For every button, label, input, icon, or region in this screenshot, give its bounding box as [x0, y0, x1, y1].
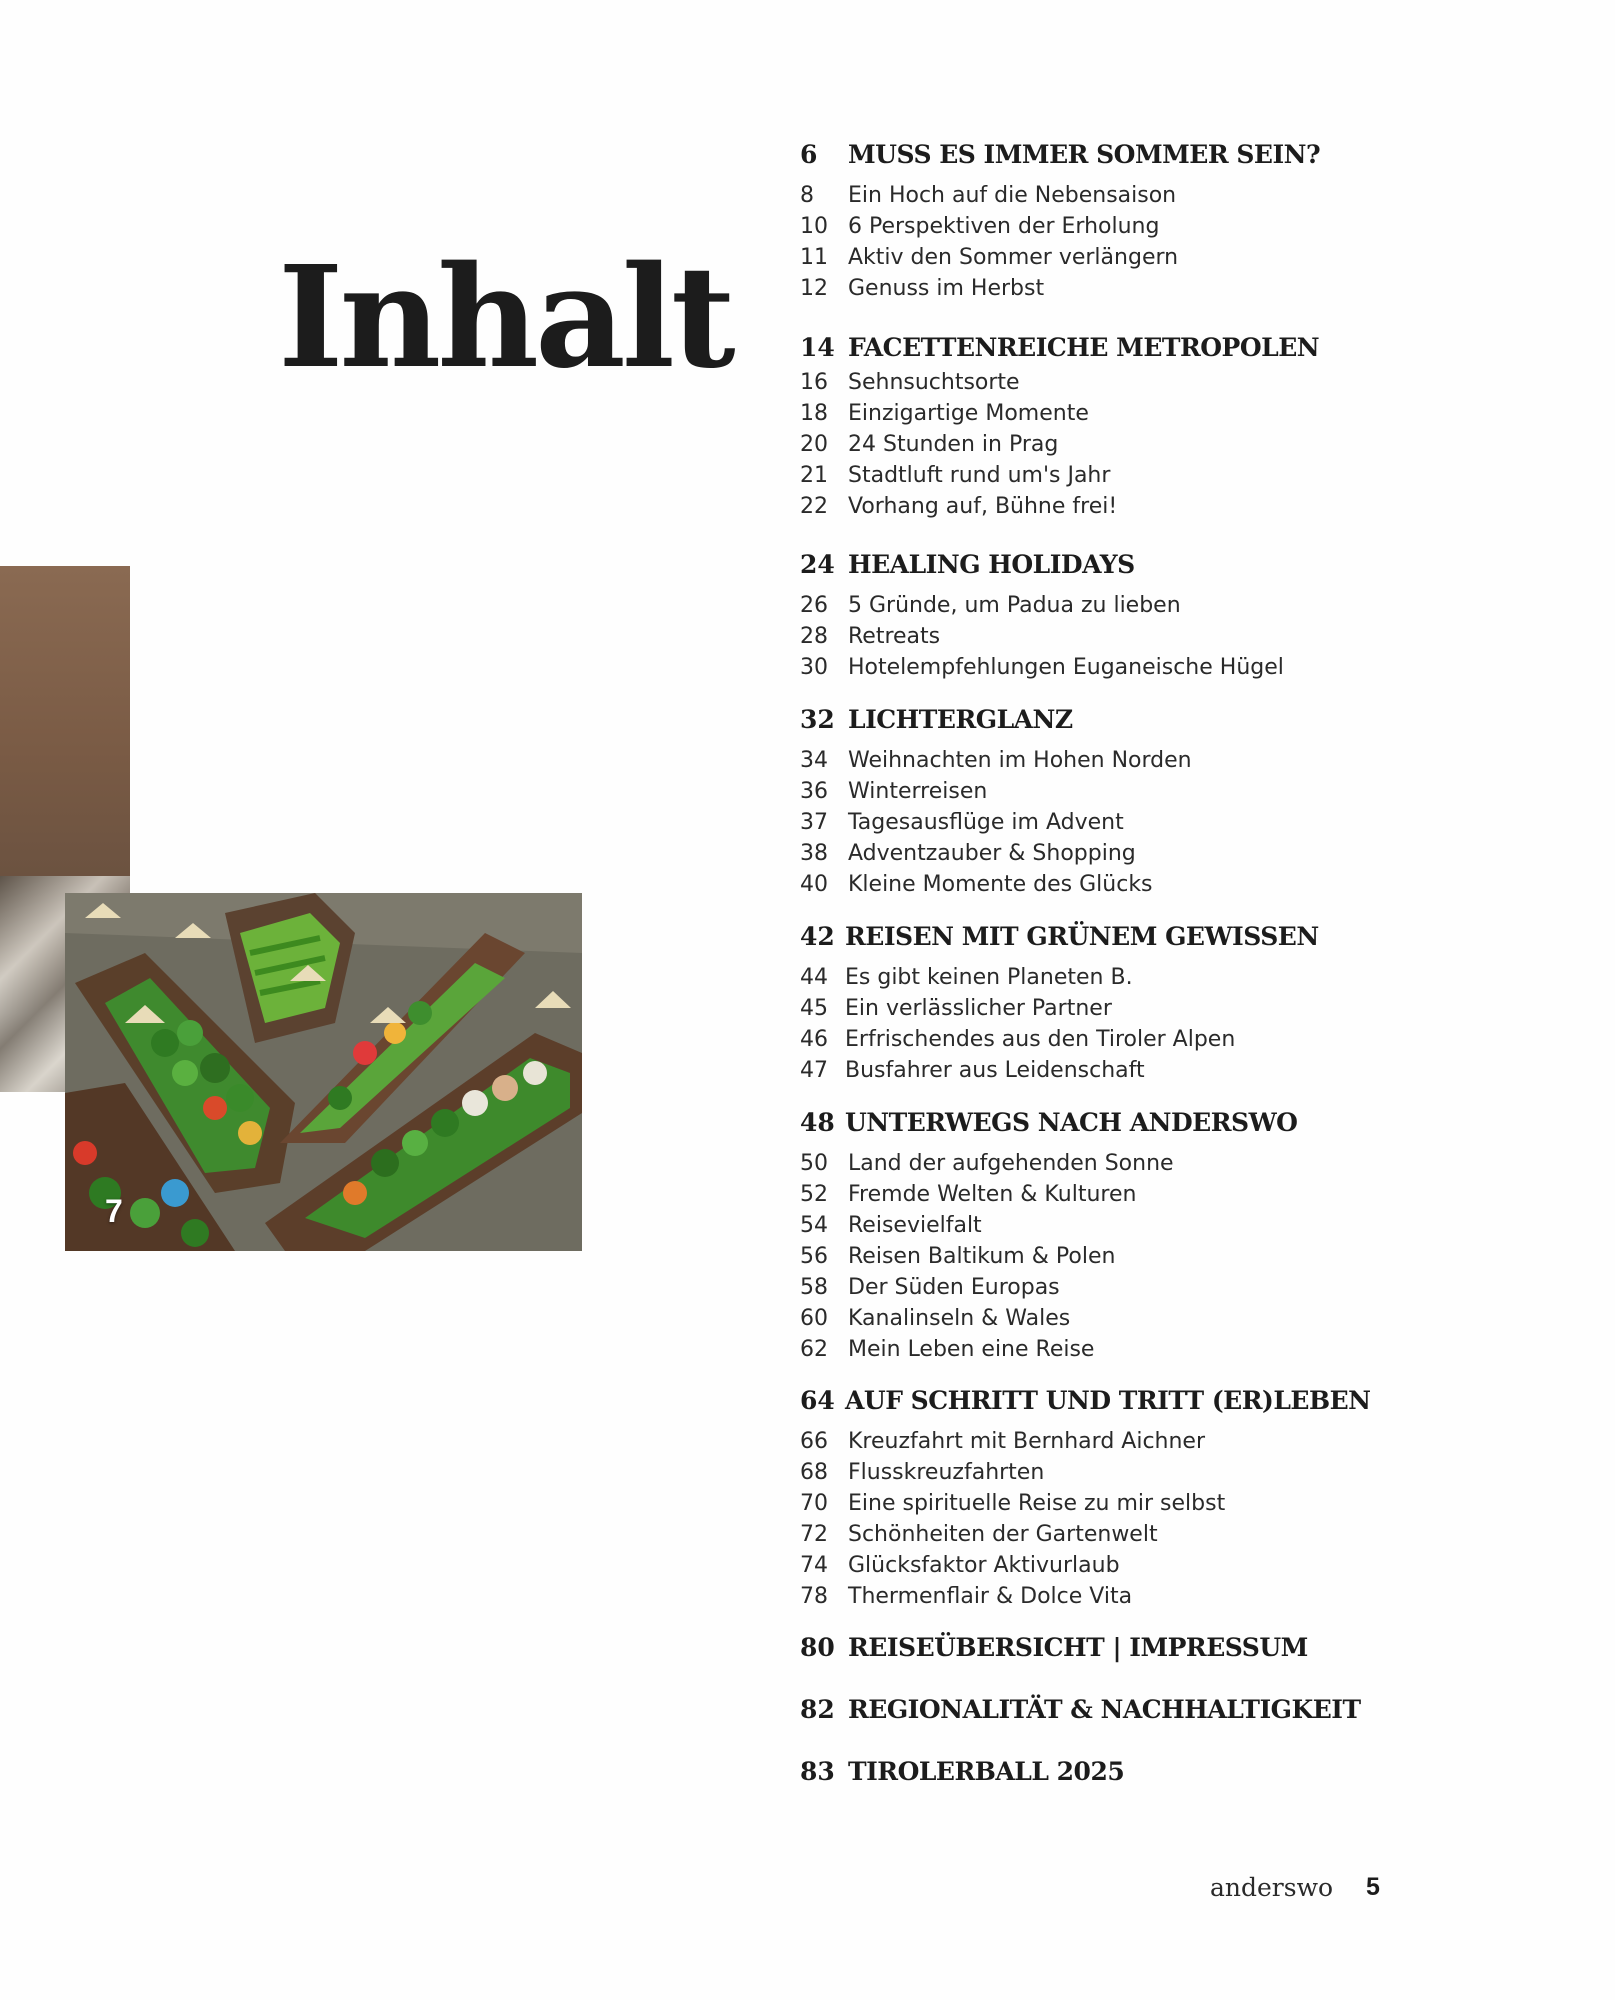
entry-page-number: 16 [800, 370, 828, 395]
entry-page-number: 60 [800, 1306, 828, 1331]
section-title: LICHTERGLANZ [848, 705, 1073, 734]
entry-title: Kleine Momente des Glücks [848, 872, 1153, 897]
section-page-number: 83 [800, 1757, 835, 1786]
section-heading[interactable] [800, 1633, 1308, 1667]
entry-title: Fremde Welten & Kulturen [848, 1182, 1137, 1207]
toc-entry[interactable] [800, 242, 1320, 273]
entry-title: Weihnachten im Hohen Norden [848, 748, 1192, 773]
entry-page-number: 54 [800, 1213, 828, 1238]
entry-title: Aktiv den Sommer verlängern [848, 245, 1179, 270]
section-page-number: 42 [800, 922, 835, 951]
entry-title: Der Süden Europas [848, 1275, 1060, 1300]
toc-entry[interactable] [800, 367, 1319, 398]
entry-title: Land der aufgehenden Sonne [848, 1151, 1174, 1176]
section-page-number: 48 [800, 1108, 835, 1137]
section-heading[interactable] [800, 705, 1192, 739]
entry-page-number: 74 [800, 1553, 828, 1578]
toc-entry[interactable] [800, 869, 1192, 900]
entry-title: Reisevielfalt [848, 1213, 982, 1238]
section-heading[interactable] [800, 1695, 1361, 1729]
entry-page-number: 28 [800, 624, 828, 649]
toc-entry[interactable] [800, 1303, 1297, 1334]
toc-entry[interactable] [800, 745, 1192, 776]
photo-page-number: 7 [105, 1193, 123, 1229]
entry-title: Reisen Baltikum & Polen [848, 1244, 1116, 1269]
toc-entry[interactable] [800, 460, 1319, 491]
entry-page-number: 40 [800, 872, 828, 897]
section-entries [800, 1426, 1371, 1612]
toc-section [800, 140, 1320, 304]
toc-section [800, 1695, 1361, 1729]
entry-title: Winterreisen [848, 779, 988, 804]
toc-entry[interactable] [800, 652, 1284, 683]
entry-page-number: 22 [800, 494, 828, 519]
entry-title: Busfahrer aus Leidenschaft [845, 1058, 1145, 1083]
entry-page-number: 36 [800, 779, 828, 804]
toc-entry[interactable] [800, 1581, 1371, 1612]
toc-section [800, 1757, 1124, 1791]
toc-entry[interactable] [800, 273, 1320, 304]
entry-title: Thermenflair & Dolce Vita [848, 1584, 1133, 1609]
floating-market-photo [65, 893, 582, 1251]
toc-entry[interactable] [800, 1550, 1371, 1581]
entry-title: Kreuzfahrt mit Bernhard Aichner [848, 1429, 1206, 1454]
section-entries [800, 745, 1192, 900]
entry-title: Stadtluft rund um's Jahr [848, 463, 1111, 488]
section-page-number: 32 [800, 705, 835, 734]
section-heading[interactable] [800, 922, 1319, 956]
entry-page-number: 56 [800, 1244, 828, 1269]
toc-entry[interactable] [800, 776, 1192, 807]
toc-entry[interactable] [800, 590, 1284, 621]
entry-title: Ein Hoch auf die Nebensaison [848, 183, 1177, 208]
section-entries [800, 590, 1284, 683]
entry-page-number: 26 [800, 593, 828, 618]
entry-title: Retreats [848, 624, 941, 649]
toc-section [800, 705, 1192, 900]
section-heading[interactable] [800, 333, 1319, 367]
toc-section [800, 1108, 1297, 1365]
section-title: REGIONALITÄT & NACHHALTIGKEIT [848, 1695, 1361, 1724]
toc-entry[interactable] [800, 180, 1320, 211]
toc-entry[interactable] [800, 1210, 1297, 1241]
section-heading[interactable] [800, 1386, 1371, 1420]
entry-title: Mein Leben eine Reise [848, 1337, 1095, 1362]
entry-title: Tagesausflüge im Advent [848, 810, 1124, 835]
entry-title: Ein verlässlicher Partner [845, 996, 1112, 1021]
toc-entry[interactable] [800, 1426, 1371, 1457]
entry-title: Einzigartige Momente [848, 401, 1089, 426]
page-number: 5 [1366, 1873, 1380, 1901]
section-title: AUF SCHRITT UND TRITT (ER)LEBEN [845, 1386, 1371, 1415]
section-title: HEALING HOLIDAYS [848, 550, 1135, 579]
entry-page-number: 21 [800, 463, 828, 488]
entry-page-number: 8 [800, 183, 814, 208]
section-entries [800, 180, 1320, 304]
entry-page-number: 58 [800, 1275, 828, 1300]
toc-entry[interactable] [800, 429, 1319, 460]
entry-page-number: 18 [800, 401, 828, 426]
toc-entry[interactable] [800, 1148, 1297, 1179]
entry-page-number: 70 [800, 1491, 828, 1516]
entry-page-number: 44 [800, 965, 828, 990]
entry-page-number: 11 [800, 245, 828, 270]
entry-page-number: 38 [800, 841, 828, 866]
entry-title: Es gibt keinen Planeten B. [845, 965, 1133, 990]
section-title: FACETTENREICHE METROPOLEN [848, 333, 1320, 362]
entry-page-number: 34 [800, 748, 828, 773]
toc-entry[interactable] [800, 1334, 1297, 1365]
toc-entry[interactable] [800, 1179, 1297, 1210]
section-title: REISEN MIT GRÜNEM GEWISSEN [845, 922, 1319, 951]
page-title: Inhalt [278, 236, 732, 400]
section-title: REISEÜBERSICHT | IMPRESSUM [848, 1633, 1308, 1662]
section-page-number: 82 [800, 1695, 835, 1724]
toc-entry[interactable] [800, 1272, 1297, 1303]
section-page-number: 24 [800, 550, 835, 579]
section-title: MUSS ES IMMER SOMMER SEIN? [848, 140, 1321, 169]
entry-title: 5 Gründe, um Padua zu lieben [848, 593, 1181, 618]
entry-page-number: 52 [800, 1182, 828, 1207]
section-title: TIROLERBALL 2025 [848, 1757, 1125, 1786]
toc-section [800, 333, 1319, 522]
entry-title: Vorhang auf, Bühne frei! [848, 494, 1118, 519]
toc-entry[interactable] [800, 962, 1319, 993]
section-heading[interactable] [800, 1108, 1297, 1142]
section-page-number: 80 [800, 1633, 835, 1662]
toc-entry[interactable] [800, 1457, 1371, 1488]
entry-page-number: 66 [800, 1429, 828, 1454]
toc-entry[interactable] [800, 621, 1284, 652]
toc-section [800, 922, 1319, 1086]
entry-page-number: 45 [800, 996, 828, 1021]
toc-entry[interactable] [800, 1024, 1319, 1055]
entry-title: Hotelempfehlungen Euganeische Hügel [848, 655, 1284, 680]
entry-title: Kanalinseln & Wales [848, 1306, 1071, 1331]
toc-entry[interactable] [800, 211, 1320, 242]
entry-title: Flusskreuzfahrten [848, 1460, 1045, 1485]
section-page-number: 64 [800, 1386, 835, 1415]
floating-market-illustration [65, 893, 582, 1251]
magazine-brand: anderswo [1210, 1873, 1334, 1902]
section-entries [800, 962, 1319, 1086]
toc-section [800, 550, 1284, 683]
entry-title: 24 Stunden in Prag [848, 432, 1059, 457]
entry-page-number: 62 [800, 1337, 828, 1362]
entry-title: Sehnsuchtsorte [848, 370, 1020, 395]
toc-entry[interactable] [800, 398, 1319, 429]
entry-page-number: 12 [800, 276, 828, 301]
toc-entry[interactable] [800, 807, 1192, 838]
section-title: UNTERWEGS NACH ANDERSWO [845, 1108, 1298, 1137]
entry-page-number: 72 [800, 1522, 828, 1547]
entry-page-number: 47 [800, 1058, 828, 1083]
section-entries [800, 367, 1319, 522]
entry-page-number: 78 [800, 1584, 828, 1609]
entry-title: Schönheiten der Gartenwelt [848, 1522, 1158, 1547]
entry-title: Glücksfaktor Aktivurlaub [848, 1553, 1120, 1578]
toc-entry[interactable] [800, 1488, 1371, 1519]
toc-entry[interactable] [800, 838, 1192, 869]
entry-page-number: 50 [800, 1151, 828, 1176]
entry-page-number: 68 [800, 1460, 828, 1485]
entry-page-number: 37 [800, 810, 828, 835]
section-heading[interactable] [800, 1757, 1124, 1791]
toc-section [800, 1386, 1371, 1612]
toc-section [800, 1633, 1308, 1667]
section-entries [800, 1148, 1297, 1365]
entry-title: 6 Perspektiven der Erholung [848, 214, 1160, 239]
toc-entry[interactable] [800, 1241, 1297, 1272]
toc-entry[interactable] [800, 1519, 1371, 1550]
entry-title: Erfrischendes aus den Tiroler Alpen [845, 1027, 1236, 1052]
entry-page-number: 46 [800, 1027, 828, 1052]
entry-page-number: 10 [800, 214, 828, 239]
entry-page-number: 20 [800, 432, 828, 457]
section-heading[interactable] [800, 140, 1320, 174]
entry-title: Genuss im Herbst [848, 276, 1045, 301]
section-page-number: 6 [800, 140, 818, 169]
entry-title: Eine spirituelle Reise zu mir selbst [848, 1491, 1226, 1516]
entry-title: Adventzauber & Shopping [848, 841, 1136, 866]
entry-page-number: 30 [800, 655, 828, 680]
toc-entry[interactable] [800, 993, 1319, 1024]
toc-entry[interactable] [800, 1055, 1319, 1086]
section-heading[interactable] [800, 550, 1284, 584]
section-page-number: 14 [800, 333, 835, 362]
toc-entry[interactable] [800, 491, 1319, 522]
